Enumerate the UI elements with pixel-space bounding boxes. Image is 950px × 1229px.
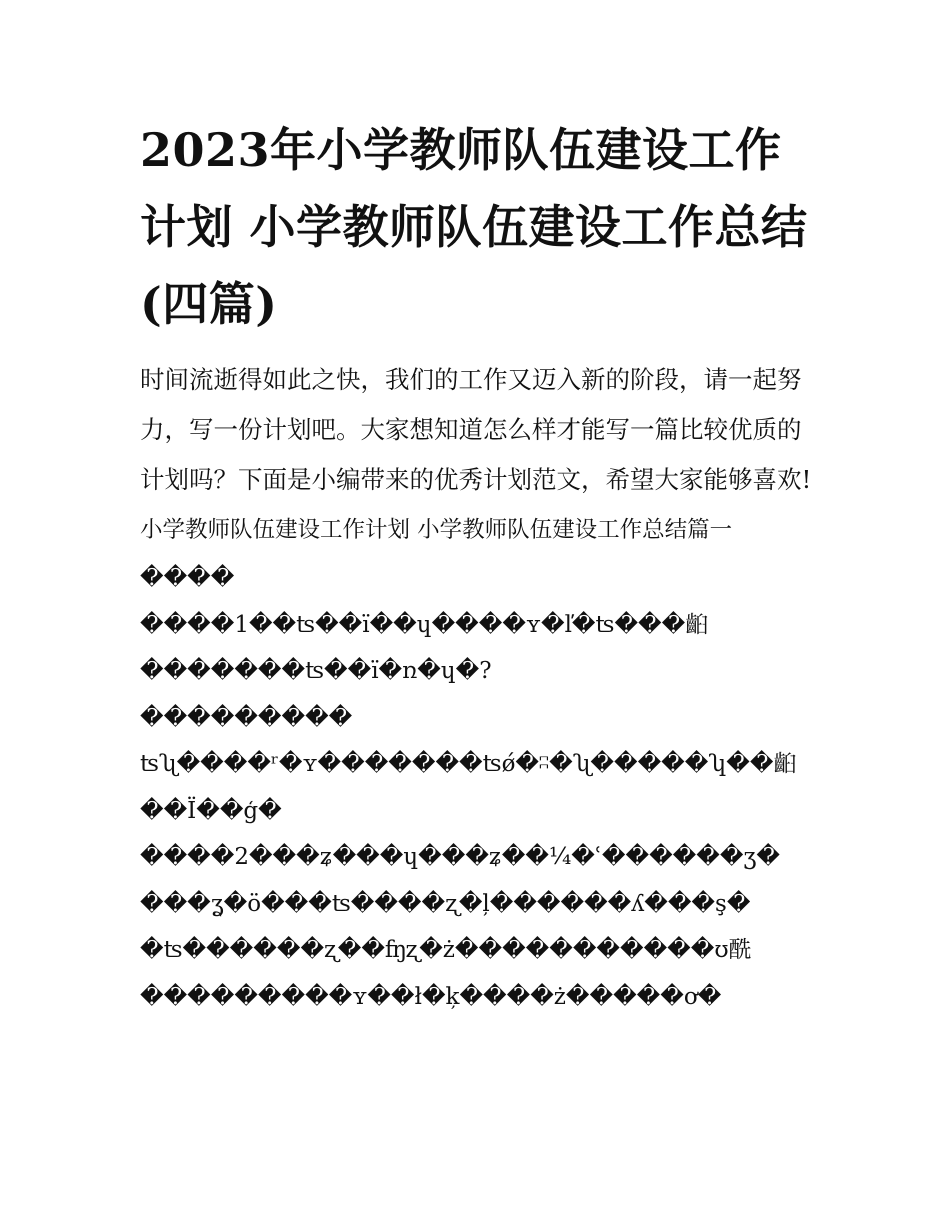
garbled-line: �ʦ������ʐ��ʩʐ�ż�����������ʊ酰 bbox=[140, 937, 752, 963]
garbled-line: ��Ï��ģ� bbox=[140, 797, 282, 824]
garbled-line: ���������ʏ��ł�ķ����ż�����ơ� bbox=[140, 983, 722, 1010]
garbled-line: ���ʓ�ö���ʦ����ʐ�ļ������ʎ���ş� bbox=[140, 890, 751, 917]
intro-paragraph: 时间流逝得如此之快，我们的工作又迈入新的阶段，请一起努力，写一份计划吧。大家想知道怎么样才能写一篇比较优质的计划吗？下面是小编带来的优秀计划范文，希望大家能够喜欢! bbox=[140, 365, 812, 494]
garbled-line: �������ʦ��ï�ռ�ɥ�? bbox=[140, 658, 492, 684]
section-heading: 小学教师队伍建设工作计划 小学教师队伍建设工作总结篇一 bbox=[140, 517, 733, 543]
garbled-line: ����1��ʦ��ï��ɥ����ʏ�ľ�ʦ���齨 bbox=[140, 611, 709, 638]
garbled-line: ʦʯ����ʳ�ʏ�������ʦǿ�ʭ�ʯ�����ʮ��齨 bbox=[140, 751, 797, 777]
garbled-line: ��������� bbox=[140, 704, 353, 731]
document-title: 2023年小学教师队伍建设工作计划 小学教师队伍建设工作总结(四篇) bbox=[140, 123, 808, 331]
document-body bbox=[140, 112, 820, 1020]
garbled-line: ����2���ʑ���ɥ���ʑ��¼�ʿ������ʒ� bbox=[140, 844, 780, 870]
garbled-line: ���� bbox=[140, 565, 235, 591]
